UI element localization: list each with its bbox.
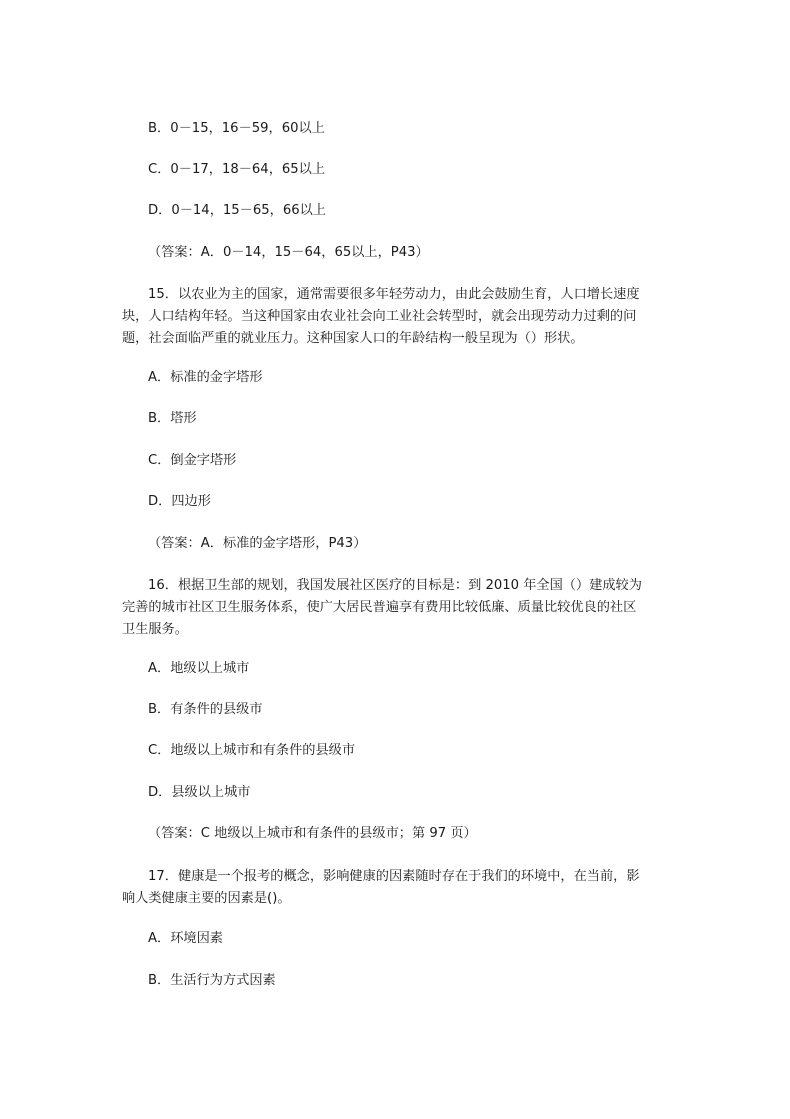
q15-answer: （答案：A．标准的金字塔形，P43） [148,536,367,551]
q15-option-b: B．塔形 [148,411,197,426]
q15-option-d: D．四边形 [148,494,211,509]
q15-option-c: C．倒金字塔形 [148,453,237,468]
q16-answer: （答案：C 地级以上城市和有条件的县级市；第 97 页） [148,826,477,841]
q16-question-line-1: 16．根据卫生部的规划，我国发展社区医疗的目标是：到 2010 年全国（）建成较为 [148,578,642,593]
q14-option-d: D．0－14，15－65，66以上 [148,203,326,218]
q17-question-line-2: 响人类健康主要的因素是()。 [122,891,291,906]
q15-option-a: A．标准的金字塔形 [148,370,263,385]
q17-question-line-1: 17．健康是一个报考的概念，影响健康的因素随时存在于我们的环境中，在当前，影 [148,869,640,884]
q16-option-a: A．地级以上城市 [148,661,250,676]
q16-question [122,575,672,641]
q14-option-c: C．0－17，18－64，65以上 [148,162,326,177]
q16-option-c: C．地级以上城市和有条件的县级市 [148,743,356,758]
q14-answer: （答案：A．0－14，15－64，65以上，P43） [148,245,429,260]
q17-question [122,866,672,910]
q17-option-b: B．生活行为方式因素 [148,973,276,988]
q16-question-line-2: 完善的城市社区卫生服务体系，使广大居民普遍享有费用比较低廉、质量比较优良的社区 [122,600,637,615]
q16-question-line-3: 卫生服务。 [122,622,188,637]
q15-question-line-1: 15．以农业为主的国家，通常需要很多年轻劳动力，由此会鼓励生育，人口增长速度 [148,287,640,302]
q15-question [122,284,672,350]
q14-option-b: B．0－15，16－59，60以上 [148,121,325,136]
q16-option-d: D．县级以上城市 [148,785,251,800]
q16-option-b: B．有条件的县级市 [148,702,263,717]
q17-option-a: A．环境因素 [148,931,223,946]
q15-question-line-3: 题，社会面临严重的就业压力。这种国家人口的年龄结构一般呈现为（）形状。 [122,331,584,346]
q15-question-line-2: 块，人口结构年轻。当这种国家由农业社会向工业社会转型时，就会出现劳动力过剩的问 [122,309,637,324]
